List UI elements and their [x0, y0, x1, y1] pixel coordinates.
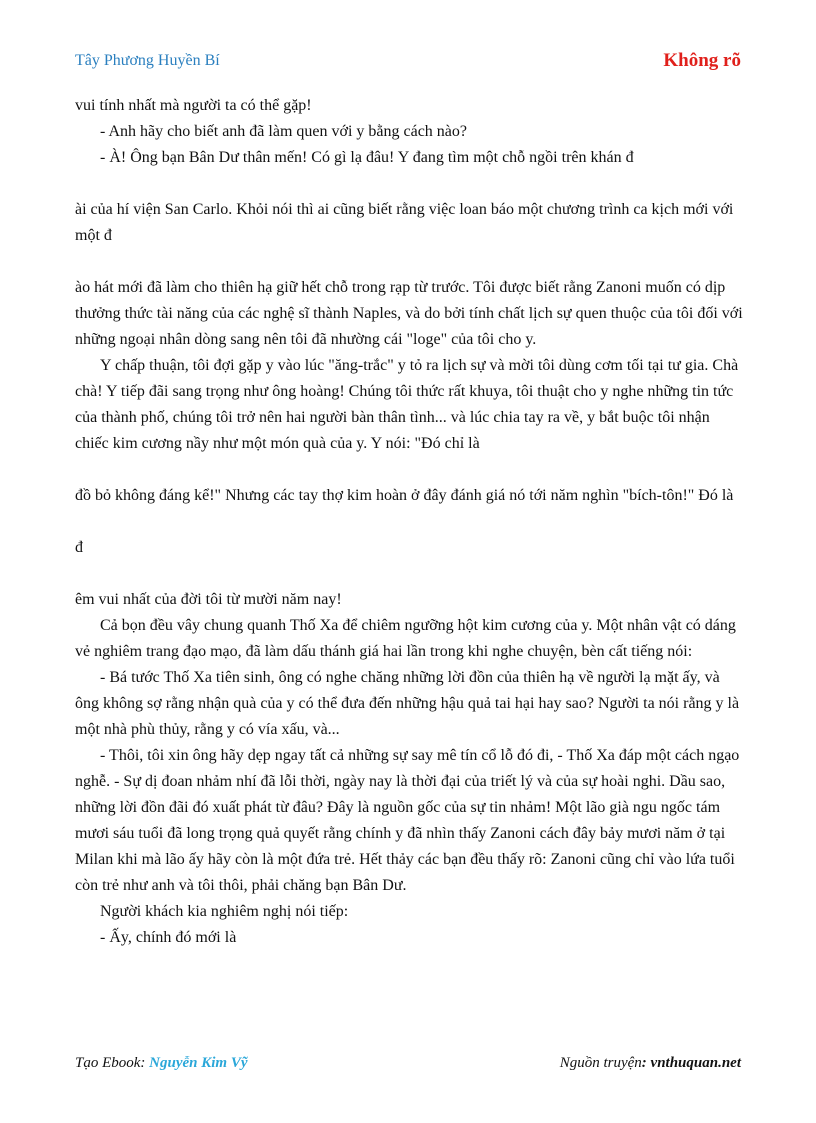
paragraph: ài của hí viện San Carlo. Khỏi nói thì ai cũng biết rằng việc loan báo một chương trình ca kịch mới với một đ — [75, 201, 734, 244]
author-name: Không rõ — [663, 50, 741, 71]
paragraph: ào hát mới đã làm cho thiên hạ giữ hết chỗ trong rạp từ trước. Tôi được biết rằng Zanoni muốn có dịp thưởng thức tài năng của các nghệ sĩ thành Naples, và do bởi tính chất lịch sự quen thuộc của tôi đối với những ngoại nhân dòng sang nên tôi đã nhường cái "loge" của tôi cho y. — [75, 279, 743, 348]
paragraph: đồ bỏ không đáng kể!" Nhưng các tay thợ kim hoàn ở đây đánh giá nó tới năm nghìn "bích-tôn!" Đó là — [75, 487, 734, 504]
source-separator: : — [641, 1055, 651, 1071]
page-header — [75, 50, 741, 76]
paragraph: êm vui nhất của đời tôi từ mười năm nay! — [75, 591, 342, 608]
source-credit — [560, 1055, 741, 1072]
paragraph: Y chấp thuận, tôi đợi gặp y vào lúc "ăng-trắc" y tỏ ra lịch sự và mời tôi dùng cơm tối tại tư gia. Chà chà! Y tiếp đãi sang trọng như ông hoàng! Chúng tôi thức rất khuya, tôi thuật cho y nghe những tin tức của thành phố, chúng tôi trở nên hai người bàn thân tình... và lúc chia tay ra về, y bắt buộc tôi nhận chiếc kim cương nầy như một món quà của y. Y nói: "Đó chỉ là — [75, 357, 739, 452]
paragraph: đ — [75, 539, 83, 556]
page-footer — [75, 1055, 741, 1077]
paragraph: - Ấy, chính đó mới là — [100, 929, 237, 946]
creator-separator: : — [140, 1055, 150, 1071]
source-label: Nguồn truyện — [559, 1055, 642, 1071]
creator-name: Nguyễn Kim Vỹ — [149, 1055, 248, 1071]
ebook-credit — [75, 1055, 248, 1072]
paragraph: vui tính nhất mà người ta có thể gặp! — [75, 97, 312, 114]
paragraph: Cả bọn đều vây chung quanh Thố Xa để chiêm ngưỡng hột kim cương của y. Một nhân vật có dáng vẻ nghiêm trang đạo mạo, đã làm dấu thánh giá hai lần trong khi nghe chuyện, bèn cất tiếng nói: — [75, 617, 736, 660]
paragraph: - Anh hãy cho biết anh đã làm quen với y bằng cách nào? — [100, 123, 468, 140]
creator-label: Tạo Ebook — [75, 1055, 141, 1071]
paragraph: - Bá tước Thố Xa tiên sinh, ông có nghe chăng những lời đồn của thiên hạ về người lạ mặt ấy, và ông không sợ rằng nhận quà của y có thể đưa đến những hậu quả tai hại hay sao? Người ta nói rằng y là một nhà phù thủy, rằng y có vía xấu, và... — [75, 669, 740, 738]
paragraph: - Thôi, tôi xin ông hãy dẹp ngay tất cả những sự say mê tín cổ lỗ đó đi, - Thố Xa đáp một cách ngạo nghễ. - Sự dị đoan nhảm nhí đã lỗi thời, ngày nay là thời đại của triết lý và của sự hoài nghi. Dầu sao, những lời đồn đãi đó xuất phát từ đâu? Đây là nguồn gốc của sự tin nhảm! Một lão già ngu ngốc tám mươi sáu tuổi đã long trọng quả quyết rằng chính y đã nhìn thấy Zanoni cách đây bảy mươi năm ở tại Milan khi mà lão ấy hãy còn là một đứa trẻ. Hết thảy các bạn đều thấy rõ: Zanoni cũng chỉ vào lứa tuổi còn trẻ như anh và tôi thôi, phải chăng bạn Bân Dư. — [75, 747, 740, 894]
source-site: vnthuquan.net — [650, 1055, 741, 1071]
book-title: Tây Phương Huyền Bí — [75, 52, 220, 69]
paragraph: Người khách kia nghiêm nghị nói tiếp: — [100, 903, 349, 920]
page-body — [75, 93, 743, 951]
paragraph: - À! Ông bạn Bân Dư thân mến! Có gì lạ đâu! Y đang tìm một chỗ ngồi trên khán đ — [100, 149, 634, 166]
